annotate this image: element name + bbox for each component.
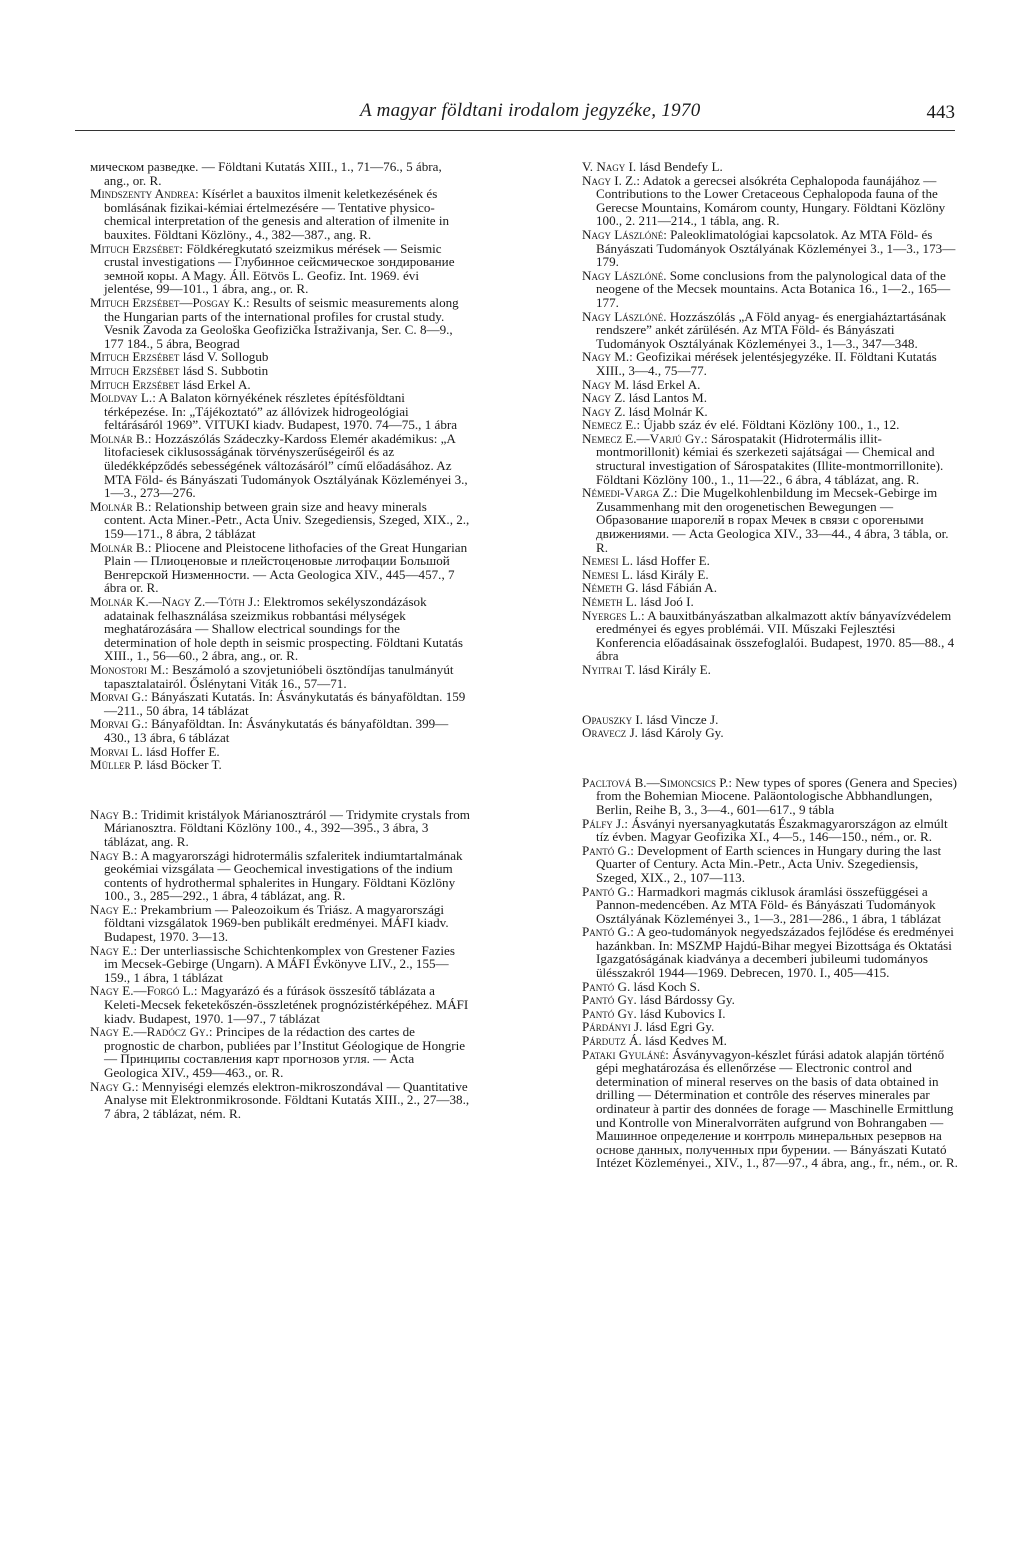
entry-text: A geo-tudományok negyedszázados fejlődése és eredményei hazánkban. In: MSZMP Hajdú-Bihar megyei Bizottsága és Oktatási Igazgatóságának kiadványa a decemberi jubileumi tudományos ülésszakról 1944—1969. Debrecen, 1970. I., 405—415. xyxy=(596,924,954,981)
entry-author: Nagy Lászlóné. xyxy=(582,267,667,283)
bibliography-entry xyxy=(582,269,962,310)
bibliography-entry xyxy=(90,984,470,1025)
bibliography-entry xyxy=(582,595,962,609)
entry-text: lásd Böcker T. xyxy=(143,757,222,773)
entry-author: Nagy B.: xyxy=(90,806,138,822)
bibliography-entry xyxy=(90,690,470,717)
entry-text: Die Mugelkohlenbildung im Mecsek-Gebirge im Zusammenhang mit den orogenetischen Bewegungen — Образование шарогелй в горах Мечек в связи с орогеными движениями. — Acta Geologica XIV., 33—44., 4 ábra, 3 tábla, or. R. xyxy=(596,485,949,555)
entry-text: Principes de la rédaction des cartes de prognostic de charbon, publiées par l’Institut Géologique de Hongrie — Принципы составления карт прогнозов угля. — Acta Geologica XIV., 459—463., or. R. xyxy=(104,1024,466,1080)
bibliography-entry xyxy=(582,432,962,486)
entry-text: Development of Earth sciences in Hungary during the last Quarter of Century. Acta Min.-Petr., Acta Univ. Szegediensis, Szeged, XIX., 2., 107—113. xyxy=(596,842,942,885)
entry-author: Párdányi J. xyxy=(582,1019,643,1035)
entry-text: Sárospatakit (Hidrotermális illit-montmorillonit) kémiai és szerkezeti sajátságai — Chemical and structural investigation of Sárospatakites (Illite-montmorrillonite). Földtani Közlöny 100., 1., 11—22., 6 ábra, 4 táblázat, ang. R. xyxy=(596,430,944,487)
entry-text: lásd Erkel A. xyxy=(179,376,251,392)
bibliography-entry xyxy=(90,160,470,187)
entry-text: lásd S. Subbotin xyxy=(179,362,269,378)
entry-author: Pantó Gy. xyxy=(582,992,637,1008)
bibliography-entry xyxy=(90,350,470,364)
bibliography-entry xyxy=(582,713,962,727)
entry-author: Nyerges L.: xyxy=(582,607,645,623)
entry-author: Nagy Z. xyxy=(582,390,626,406)
entry-text: Results of seismic measurements along the Hungarian parts of the international profiles for crustal study. Vesnik Zavoda za Geološka Geofizička Istraživanja, Ser. C. 8—9., 177 184., 5 ábra, Beograd xyxy=(104,294,459,351)
entry-text: Ásványvagyon-készlet fúrási adatok alapján történő gépi meghatározása és ellenőrzése — Electronic control and determination of mineral reserves on the basis of data obtained in drilling — Détermination et contrôle des réserves minerales par ordinateur à partir des données de forage — Maschinelle Ermittlung und Kontrolle von Mineralvorräten aufgrund von Bohrangaben — Машинное определение и контроль минеральных резервов на основе данных, полученных при бурении. — Bányászati Kutató Intézet Közleményei., XIV., 1., 87—97., 4 ábra, ang., fr., ném., or. R. xyxy=(596,1046,958,1171)
entry-text: lásd Bárdossy Gy. xyxy=(636,992,735,1008)
entry-text: мическом разведке. — Földtani Kutatás XIII., 1., 71—76., 5 ábra, ang., or. R. xyxy=(90,159,442,188)
entry-author: Monostori M.: xyxy=(90,661,169,677)
entry-author: Mituch Erzsébet xyxy=(90,376,180,392)
bibliography-entry xyxy=(582,391,962,405)
entry-text: lásd Károly Gy. xyxy=(637,725,724,741)
entry-text: Földkéregkutató szeizmikus mérések — Seismic crustal investigations — Глубинное сейсмическое зондирование земной коры. A Magy. Áll. Eötvös L. Geofiz. Int. 1969. évi jelentése, 99—101., 1 ábra, ang., or. R. xyxy=(104,240,455,297)
bibliography-entry xyxy=(582,405,962,419)
entry-text: Der unterliassische Schichtenkomplex von Grestener Fazies im Mecsek-Gebirge (Ungarn). A MÁFI Évkönyve LIV., 2., 155—159., 1 ábra, 1 táblázat xyxy=(104,942,455,985)
entry-author: Nagy E.: xyxy=(90,901,138,917)
entry-author: Pataki Gyuláné: xyxy=(582,1046,669,1062)
entry-text: lásd Erkel A. xyxy=(629,376,701,392)
entry-author: V. Nagy I. xyxy=(582,159,637,174)
entry-author: Morvai G.: xyxy=(90,716,148,732)
running-title: A magyar földtani irodalom jegyzéke, 1970 xyxy=(360,100,701,121)
entry-author: Nagy G.: xyxy=(90,1078,139,1094)
entry-author: Nyitrai T. xyxy=(582,661,636,677)
bibliography-entry xyxy=(90,663,470,690)
entry-text: Elektromos sekélyszondázások adatainak felhasználása szeizmikus robbantási mélységek meghatározására — Shallow electrical soundings for the determination of hole depth in seismic prospecting. Földtani Kutatás XIII., 1., 56—60., 2 ábra, ang., or. R. xyxy=(104,594,463,664)
entry-author: Pantó G.: xyxy=(582,842,634,858)
bibliography-entry xyxy=(90,745,470,759)
section-gap xyxy=(582,740,962,776)
bibliography-entry xyxy=(582,1007,962,1021)
entry-text: Hozzászólás „A Föld anyag- és energiaháztartásának rendszere” ankét zárülésén. Az MTA Föld- és Bányászati Tudományok Osztályának Közleményei 3., 1—3., 347—348. xyxy=(596,308,947,351)
entry-author: Nagy M. xyxy=(582,376,630,392)
entry-text: lásd Molnár K. xyxy=(625,403,708,419)
entry-text: Ásványi nyersanyagkutatás Északmagyarországon az elmúlt tíz évben. Magyar Geofizika XI., 4—5., 146—150., ném., or. R. xyxy=(596,815,948,845)
entry-author: Nagy E.—Forgó L.: xyxy=(90,983,198,999)
bibliography-entry xyxy=(90,364,470,378)
bibliography-entry xyxy=(90,1025,470,1079)
entry-text: lásd Joó I. xyxy=(637,594,694,609)
bibliography-entry xyxy=(582,663,962,677)
left-column xyxy=(90,160,470,1170)
bibliography-columns xyxy=(90,160,962,1170)
bibliography-entry xyxy=(90,1080,470,1121)
section-gap xyxy=(582,677,962,713)
entry-text: lásd V. Sollogub xyxy=(179,349,269,365)
entry-text: Paleoklimatológiai kapcsolatok. Az MTA Föld- és Bányászati Tudományok Osztályának Közleményei 3., 1—3., 173—179. xyxy=(596,226,956,270)
entry-author: Nagy E.—Radócz Gy.: xyxy=(90,1024,213,1040)
bibliography-entry xyxy=(90,903,470,944)
entry-author: Nagy Z. xyxy=(582,403,626,419)
bibliography-entry xyxy=(582,993,962,1007)
bibliography-entry xyxy=(582,776,962,817)
entry-text: lásd Vincze J. xyxy=(643,711,719,727)
bibliography-entry xyxy=(90,391,470,432)
bibliography-entry xyxy=(582,310,962,351)
bibliography-entry xyxy=(90,541,470,595)
bibliography-entry xyxy=(582,925,962,979)
entry-author: Moldvay L.: xyxy=(90,390,156,406)
entry-text: Pliocene and Pleistocene lithofacies of the Great Hungarian Plain — Плиоценовые и плейстоценовые литофации Большой Венгерской Низменности. — Acta Geologica XIV., 445—457., 7 ábra or. R. xyxy=(104,539,468,596)
entry-text: Some conclusions from the palynological data of the neogene of the Mecsek mountains. Acta Botanica 16., 1—2., 165—177. xyxy=(596,267,951,310)
bibliography-entry xyxy=(582,1020,962,1034)
entry-author: Mituch Erzsébet xyxy=(90,362,180,378)
entry-author: Mindszenty Andrea: xyxy=(90,186,199,202)
bibliography-entry xyxy=(582,568,962,582)
bibliography-entry xyxy=(90,242,470,296)
bibliography-entry xyxy=(90,758,470,772)
entry-author: Mituch Erzsébet—Posgay K.: xyxy=(90,294,250,310)
bibliography-entry xyxy=(90,849,470,903)
bibliography-entry xyxy=(582,228,962,269)
bibliography-entry xyxy=(582,1034,962,1048)
bibliography-entry xyxy=(582,885,962,926)
entry-text: lásd Lantos M. xyxy=(625,390,707,406)
entry-author: Nemecz E.: xyxy=(582,417,641,433)
entry-author: Mituch Erzsébet: xyxy=(90,240,184,256)
entry-author: Morvai G.: xyxy=(90,689,148,705)
entry-author: Pacltová B.—Simoncsics P.: xyxy=(582,774,732,790)
entry-author: Nemecz E.—Varjú Gy.: xyxy=(582,430,708,446)
entry-text: Magyarázó és a fúrások összesítő táblázata a Keleti-Mecsek feketekőszén-összletének prognózistérképéhez. MÁFI kiadv. Budapest, 1970. 1—97., 7 táblázat xyxy=(104,983,469,1026)
entry-text: lásd Király E. xyxy=(633,566,709,582)
entry-text: lásd Koch S. xyxy=(630,978,701,994)
entry-text: lásd Király E. xyxy=(635,661,711,677)
entry-author: Nagy E.: xyxy=(90,942,138,958)
entry-author: Németh L. xyxy=(582,594,637,609)
entry-author: Pantó G.: xyxy=(582,924,634,940)
entry-author: Némedi-Varga Z.: xyxy=(582,485,678,501)
bibliography-entry xyxy=(90,944,470,985)
entry-author: Opauszky I. xyxy=(582,711,644,727)
entry-text: lásd Fábián A. xyxy=(638,580,718,596)
entry-text: lásd Egri Gy. xyxy=(642,1019,715,1035)
entry-author: Pantó G. xyxy=(582,978,631,994)
entry-text: Geofizikai mérések jelentésjegyzéke. II. Földtani Kutatás XIII., 3—4., 75—77. xyxy=(596,349,937,378)
entry-author: Nagy Lászlóné: xyxy=(582,226,667,242)
entry-text: lásd Hoffer E. xyxy=(142,743,220,759)
bibliography-entry xyxy=(90,378,470,392)
entry-text: lásd Hoffer E. xyxy=(633,553,710,569)
bibliography-entry xyxy=(582,174,962,228)
entry-text: lásd Kedves M. xyxy=(641,1033,727,1049)
entry-author: Molnár B.: xyxy=(90,498,152,514)
entry-author: Nagy Lászlóné. xyxy=(582,308,667,324)
entry-author: Molnár K.—Nagy Z.—Tóth J.: xyxy=(90,594,261,609)
bibliography-entry xyxy=(90,432,470,500)
bibliography-entry xyxy=(90,500,470,541)
bibliography-entry xyxy=(582,350,962,377)
page-header xyxy=(75,100,955,134)
entry-text: A magyarországi hidrotermális szfaleritek indiumtartalmának geokémiai vizsgálata — Geochemical investigations of the indium contents of hydrothermal sphalerites in Hungary. Földtani Közlöny 100., 3., 285—292., 1 ábra, 4 táblázat, ang. R. xyxy=(104,847,463,904)
entry-author: Morvai L. xyxy=(90,743,143,759)
entry-text: Adatok a gerecsei alsókréta Cephalopoda faunájához — Contributions to the Lower Cretaceous Cephalopoda fauna of the Gerecse Mountains, Komárom county, Hungary. Földtani Közlöny 100., 2. 211—214., 1 tábla, ang. R. xyxy=(596,172,946,229)
entry-text: Tridimit kristályok Márianosztráról — Tridymite crystals from Márianosztra. Földtani Közlöny 100., 4., 392—395., 3 ábra, 3 táblázat, ang. R. xyxy=(104,806,470,849)
entry-text: Beszámoló a szovjetunióbeli ösztöndíjas tanulmányút tapasztalatairól. Őslénytani Viták 16., 57—71. xyxy=(104,661,454,691)
entry-author: Párdutz Á. xyxy=(582,1033,642,1049)
entry-author: Nagy M.: xyxy=(582,349,633,365)
entry-author: Müller P. xyxy=(90,757,144,773)
entry-text: A bauxitbányászatban alkalmazott aktív bányavízvédelem eredményei és egyes problémái. VII. Műszaki Fejlesztési Konferencia előadásainak összefoglalói. Budapest, 1970. 85—88., 4 ábra xyxy=(596,607,955,664)
entry-author: Pantó G.: xyxy=(582,883,634,899)
entry-text: Újabb száz év elé. Földtani Közlöny 100., 1., 12. xyxy=(640,417,900,433)
entry-author: Pantó Gy. xyxy=(582,1005,637,1021)
entry-author: Pálfy J.: xyxy=(582,815,629,831)
entry-author: Oravecz J. xyxy=(582,725,638,741)
bibliography-entry xyxy=(582,726,962,740)
header-rule xyxy=(75,130,955,131)
entry-author: Molnár B.: xyxy=(90,539,152,555)
bibliography-entry xyxy=(90,808,470,849)
entry-text: Bányaföldtan. In: Ásványkutatás és bányaföldtan. 399—430., 13 ábra, 6 táblázat xyxy=(104,716,449,745)
bibliography-entry xyxy=(90,187,470,241)
entry-text: Hozzászólás Szádeczky-Kardoss Elemér akadémikus: „A litofaciesek ciklusosságának törvényszerűségeiről és az üledékképződés sebességének változásáról” című előadásához. Az MTA Föld- és Bányászati Tudományok Osztályának Közleményei 3., 1—3., 273—276. xyxy=(104,430,468,501)
bibliography-entry xyxy=(90,595,470,663)
entry-author: Németh G. xyxy=(582,580,639,596)
entry-text: Mennyiségi elemzés elektron-mikroszondával — Quantitative Analyse mit Elektronmikrosonde. Földtani Kutatás XIII., 2., 27—38., 7 ábra, 2 táblázat, ném. R. xyxy=(104,1078,470,1121)
bibliography-entry xyxy=(582,844,962,885)
page-number: 443 xyxy=(926,102,955,123)
entry-author: Nemesi L. xyxy=(582,553,634,569)
right-column xyxy=(582,160,962,1170)
bibliography-entry xyxy=(90,717,470,744)
entry-author: Nagy B.: xyxy=(90,847,138,863)
bibliography-entry xyxy=(582,980,962,994)
entry-author: Nemesi L. xyxy=(582,566,634,582)
entry-author: Molnár B.: xyxy=(90,430,152,446)
entry-text: Bányászati Kutatás. In: Ásványkutatás és bányaföldtan. 159—211., 50 ábra, 14 táblázat xyxy=(104,689,466,718)
entry-text: Prekambrium — Paleozoikum és Triász. A magyarországi földtani vizsgálatok 1969-ben publikált eredményei. MÁFI kiadv. Budapest, 1970. 3—13. xyxy=(104,901,449,945)
entry-text: Harmadkori magmás ciklusok áramlási összefüggései a Pannon-medencében. Az MTA Föld- és Bányászati Tudományok Osztályának Közleményei 3., 1—3., 281—286., 1 ábra, 1 táblázat xyxy=(596,883,942,926)
entry-text: New types of spores (Genera and Species) from the Bohemian Miocene. Paläontologische Abbhandlungen, Berlin, Reihe B, 3., 3—4., 601—617., 9 tábla xyxy=(596,774,958,817)
bibliography-entry xyxy=(582,554,962,568)
bibliography-entry xyxy=(582,817,962,844)
entry-text: lásd Bendefy L. xyxy=(636,159,723,174)
entry-text: Relationship between grain size and heavy minerals content. Acta Miner.-Petr., Acta Univ. Szegediensis, Szeged, XIX., 2., 159—171., 8 ábra, 2 táblázat xyxy=(104,498,470,542)
bibliography-entry xyxy=(582,160,962,174)
bibliography-entry xyxy=(582,581,962,595)
entry-text: A Balaton környékének részletes építésföldtani térképezése. In: „Tájékoztató” az állóvizek hidrogeológiai feltárásáról 1969”. VITUKI kiadv. Budapest, 1970. 74—75., 1 ábra xyxy=(104,390,458,433)
entry-text: Kísérlet a bauxitos ilmenit keletkezésének és bomlásának fizikai-kémiai értelmezésére — Tentative physico-chemical interpretation of the genesis and alteration of ilmenite in bauxites. Földtani Közlöny., 4., 382—387., ang. R. xyxy=(104,186,450,242)
entry-text: lásd Kubovics I. xyxy=(636,1005,726,1021)
bibliography-entry xyxy=(582,609,962,663)
section-gap xyxy=(90,772,470,808)
entry-author: Nagy I. Z.: xyxy=(582,172,641,188)
bibliography-entry xyxy=(582,418,962,432)
bibliography-entry xyxy=(582,486,962,554)
bibliography-entry xyxy=(582,378,962,392)
bibliography-entry xyxy=(582,1048,962,1170)
entry-author: Mituch Erzsébet xyxy=(90,349,180,365)
bibliography-entry xyxy=(90,296,470,350)
